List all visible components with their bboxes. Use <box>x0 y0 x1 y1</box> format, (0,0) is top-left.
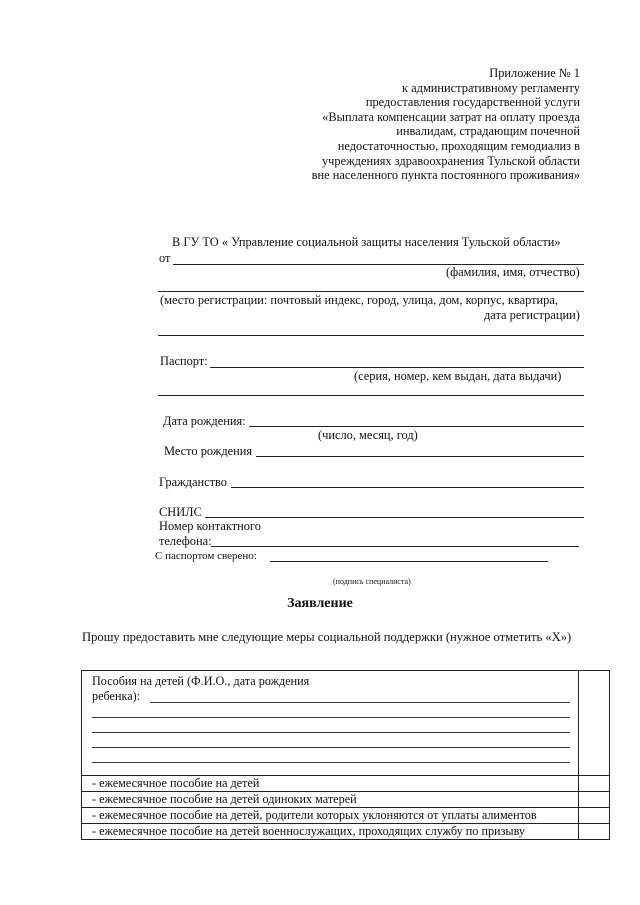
addressee: В ГУ ТО « Управление социальной защиты населения Тульской области» <box>172 235 561 249</box>
annex-line: инвалидам, страдающим почечной <box>396 124 580 139</box>
from-label: от <box>159 251 171 265</box>
address-hint: (место регистрации: почтовый индекс, город, улица, дом, корпус, квартира, <box>160 293 558 307</box>
children-benefits-header: Пособия на детей (Ф.И.О., дата рождения <box>92 674 310 688</box>
annex-line: «Выплата компенсации затрат на оплату проезда <box>322 109 580 124</box>
benefit-row-label: - ежемесячное пособие на детей <box>82 776 579 792</box>
children-benefits-header-cont: ребенка): <box>92 689 141 703</box>
address-field[interactable] <box>158 291 584 292</box>
birth-date-hint: (число, месяц, год) <box>318 428 418 442</box>
fio-hint: (фамилия, имя, отчество) <box>446 265 580 279</box>
mark-checkbox[interactable] <box>579 671 610 776</box>
child-entry-line[interactable] <box>92 717 570 718</box>
table-row <box>82 671 610 776</box>
mark-checkbox[interactable] <box>579 792 610 808</box>
specialist-signature-field[interactable] <box>270 561 548 562</box>
child-entry-line[interactable] <box>92 762 570 763</box>
table-row <box>82 776 610 792</box>
address-hint-cont: дата регистрации) <box>484 308 580 322</box>
mark-checkbox[interactable] <box>579 776 610 792</box>
mark-checkbox[interactable] <box>579 824 610 840</box>
passport-field[interactable] <box>210 367 584 368</box>
annex-line: недостаточностью, проходящим гемодиализ в <box>337 138 580 153</box>
birth-date-label: Дата рождения: <box>163 414 246 428</box>
annex-line: предоставления государственной услуги <box>365 95 580 110</box>
annex-line: Приложение № 1 <box>489 66 580 80</box>
passport-checked-label: С паспортом сверено: <box>155 550 257 562</box>
table-row <box>82 824 610 840</box>
phone-field[interactable] <box>211 546 579 547</box>
annex-line: учреждениях здравоохранения Тульской области <box>321 153 580 168</box>
benefit-row-label: - ежемесячное пособие на детей, родители которых уклоняются от уплаты алиментов <box>82 808 579 824</box>
benefit-row-label: - ежемесячное пособие на детей военнослужащих, проходящих службу по призыву <box>82 824 579 840</box>
birth-date-field[interactable] <box>249 426 584 427</box>
birth-place-field[interactable] <box>256 456 584 457</box>
benefit-row-label: - ежемесячное пособие на детей одиноких матерей <box>82 792 579 808</box>
table-row <box>82 808 610 824</box>
child-entry-line[interactable] <box>92 732 570 733</box>
passport-hint: (серия, номер, кем выдан, дата выдачи) <box>354 369 562 383</box>
statement-title: Заявление <box>287 596 353 611</box>
request-text: Прошу предоставить мне следующие меры социальной поддержки (нужное отметить «Х») <box>82 630 572 644</box>
annex-line: вне населенного пункта постоянного проживания» <box>311 168 580 183</box>
citizenship-field[interactable] <box>231 487 584 488</box>
snils-field[interactable] <box>205 517 584 518</box>
phone-label-cont: телефона: <box>159 534 212 548</box>
phone-label: Номер контактного <box>159 519 261 533</box>
citizenship-label: Гражданство <box>159 475 227 489</box>
annex-header <box>240 66 580 183</box>
passport-label: Паспорт: <box>160 354 208 368</box>
snils-label: СНИЛС <box>159 505 202 519</box>
address-field-2[interactable] <box>158 335 584 336</box>
table-row <box>82 792 610 808</box>
benefits-table <box>81 670 610 840</box>
passport-field-2[interactable] <box>158 395 584 396</box>
mark-checkbox[interactable] <box>579 808 610 824</box>
children-benefits-cell <box>82 671 579 776</box>
birth-place-label: Место рождения <box>164 444 253 458</box>
child-entry-line[interactable] <box>150 702 570 703</box>
annex-line: к административному регламенту <box>402 80 580 95</box>
child-entry-line[interactable] <box>92 747 570 748</box>
specialist-signature-hint: (подпись специалиста) <box>333 577 411 586</box>
